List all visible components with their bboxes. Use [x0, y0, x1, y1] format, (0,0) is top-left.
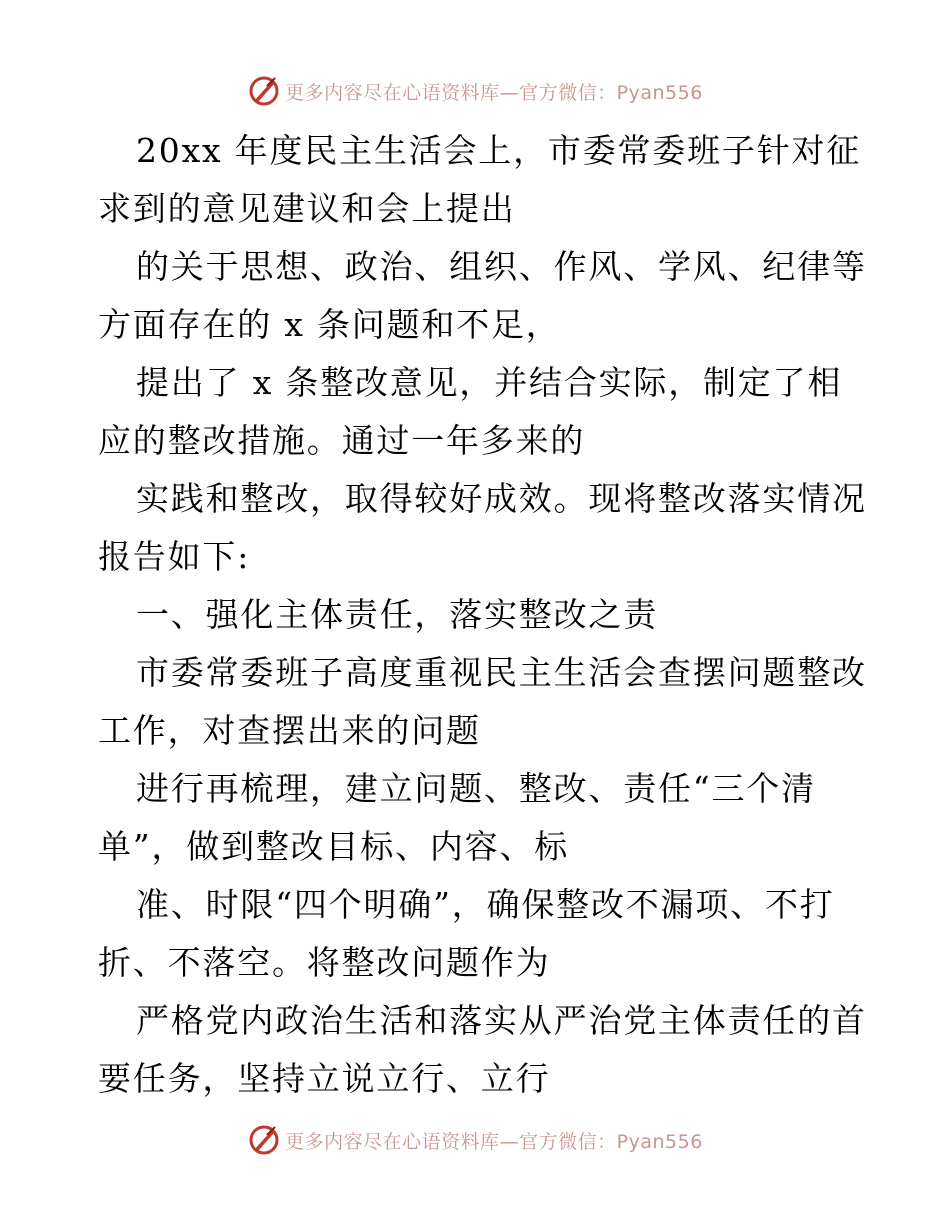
body-line: 折、不落空。将整改问题作为 [98, 943, 551, 982]
watermark-text: 更多内容尽在心语资料库—官方微信：Pyan556 [285, 1130, 703, 1153]
header-watermark [0, 71, 950, 111]
feather-pen-circle-icon [247, 74, 281, 108]
body-line: 应的整改措施。通过一年多来的 [98, 421, 586, 460]
body-line: 市委常委班子高度重视民主生活会查摆问题整改 [136, 653, 867, 692]
body-line: 报告如下: [98, 537, 251, 576]
body-line: 实践和整改，取得较好成效。现将整改落实情况 [136, 479, 867, 518]
body-line: 提出了 x 条整改意见，并结合实际，制定了相 [136, 363, 843, 402]
body-line: 严格党内政治生活和落实从严治党主体责任的首 [136, 1001, 867, 1040]
body-line: 求到的意见建议和会上提出 [98, 189, 516, 228]
section-heading: 一、强化主体责任，落实整改之责 [136, 595, 658, 634]
document-body [98, 122, 867, 1108]
body-line: 要任务，坚持立说立行、立行 [98, 1059, 551, 1098]
body-line: 进行再梳理，建立问题、整改、责任“三个清 [136, 769, 816, 808]
body-line: 准、时限“四个明确”，确保整改不漏项、不打 [136, 885, 835, 924]
watermark-text: 更多内容尽在心语资料库—官方微信：Pyan556 [285, 81, 703, 104]
body-line: 单”，做到整改目标、内容、标 [98, 827, 570, 866]
feather-pen-circle-icon [247, 1123, 281, 1157]
body-line: 方面存在的 x 条问题和不足， [98, 305, 561, 344]
body-line: 的关于思想、政治、组织、作风、学风、纪律等 [136, 247, 867, 286]
body-line: 20xx 年度民主生活会上，市委常委班子针对征 [136, 131, 862, 170]
body-line: 工作，对查摆出来的问题 [98, 711, 481, 750]
footer-watermark [0, 1120, 950, 1160]
